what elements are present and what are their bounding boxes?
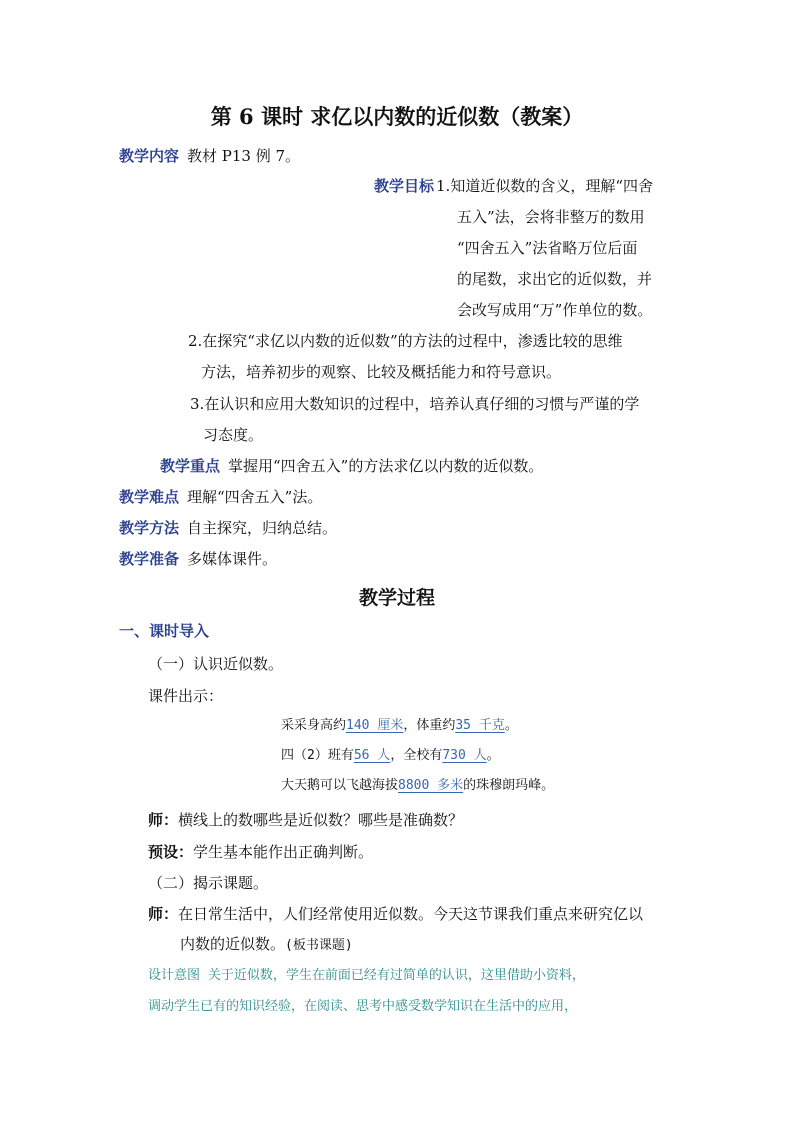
goal-1-line-3: “四舍五入”法省略万位后面 (457, 239, 638, 257)
teacher-statement-line-2: 内数的近似数。(板书课题) (180, 935, 353, 953)
teaching-key-text: 掌握用“四舍五入”的方法求亿以内数的近似数。 (228, 457, 544, 475)
teaching-method-label: 教学方法 (119, 519, 180, 537)
teaching-goals-label: 教学目标 (374, 177, 435, 195)
approx-value-height: 140 厘米 (346, 718, 404, 733)
teaching-prep-text: 多媒体课件。 (187, 550, 278, 568)
teaching-content-text: 教材 P13 例 7。 (187, 147, 301, 165)
design-intent-line-1: 设计意图 关于近似数，学生在前面已经有过简单的认识，这里借助小资料， (148, 968, 585, 983)
teacher-label-2: 师： (148, 905, 179, 923)
design-intent-line-2: 调动学生已有的知识经验，在阅读、思考中感受数学知识在生活中的应用， (148, 999, 578, 1014)
board-note: (板书课题) (285, 938, 353, 953)
goal-1-line-1: 1.知道近似数的含义，理解“四舍 (436, 177, 653, 195)
section-1-heading: 一、课时导入 (119, 622, 210, 640)
design-intent-label: 设计意图 (148, 968, 201, 983)
page-title: 第 6 课时 求亿以内数的近似数（教案） (210, 104, 584, 129)
teacher-label: 师： (148, 811, 179, 829)
example-line-2: 四（2）班有56 人，全校有730 人。 (281, 748, 500, 763)
teaching-content (119, 146, 300, 166)
teaching-difficulty (119, 487, 322, 507)
step-1-heading: （一）认识近似数。 (148, 655, 284, 673)
teaching-method (119, 518, 337, 538)
approx-value-weight: 35 千克 (455, 718, 505, 733)
goal-2-line-1: 2.在探究“求亿以内数的近似数”的方法的过程中，渗透比较的思维 (188, 332, 623, 350)
teaching-content-label: 教学内容 (119, 147, 180, 165)
teaching-preparation (119, 549, 277, 569)
value-altitude: 8800 多米 (398, 778, 464, 793)
teaching-prep-label: 教学准备 (119, 550, 180, 568)
teacher-question-1: 师：横线上的数哪些是近似数？哪些是准确数？ (148, 811, 464, 829)
teaching-key-label: 教学重点 (160, 457, 221, 475)
goal-3-line-2: 习态度。 (203, 426, 264, 444)
preset-label: 预设： (148, 843, 194, 861)
teaching-key-point (160, 456, 543, 476)
goal-1-line-4: 的尾数，求出它的近似数，并 (457, 270, 653, 288)
example-line-3: 大天鹅可以飞越海拔8800 多米的珠穆朗玛峰。 (281, 778, 555, 793)
teaching-difficulty-text: 理解“四舍五入”法。 (187, 488, 323, 506)
value-class-count: 56 人 (353, 748, 391, 763)
teaching-difficulty-label: 教学难点 (119, 488, 180, 506)
teacher-statement-line-1: 师：在日常生活中，人们经常使用近似数。今天这节课我们重点来研究亿以 (148, 905, 644, 923)
example-line-1: 采采身高约140 厘米，体重约35 千克。 (281, 718, 518, 733)
step-2-heading: （二）揭示课题。 (148, 874, 269, 892)
courseware-label: 课件出示： (148, 687, 224, 705)
teaching-method-text: 自主探究，归纳总结。 (187, 519, 338, 537)
goal-3-line-1: 3.在认识和应用大数知识的过程中，培养认真仔细的习惯与严谨的学 (190, 395, 640, 413)
teaching-goals-line-1 (374, 176, 653, 196)
preset-answer: 预设：学生基本能作出正确判断。 (148, 843, 374, 861)
goal-1-line-2: 五入”法，会将非整万的数用 (457, 208, 645, 226)
goal-1-line-5: 会改写成用“万”作单位的数。 (457, 301, 653, 319)
process-title: 教学过程 (358, 587, 435, 609)
value-school-count: 730 人 (442, 748, 487, 763)
goal-2-line-2: 方法，培养初步的观察、比较及概括能力和符号意识。 (201, 363, 562, 381)
